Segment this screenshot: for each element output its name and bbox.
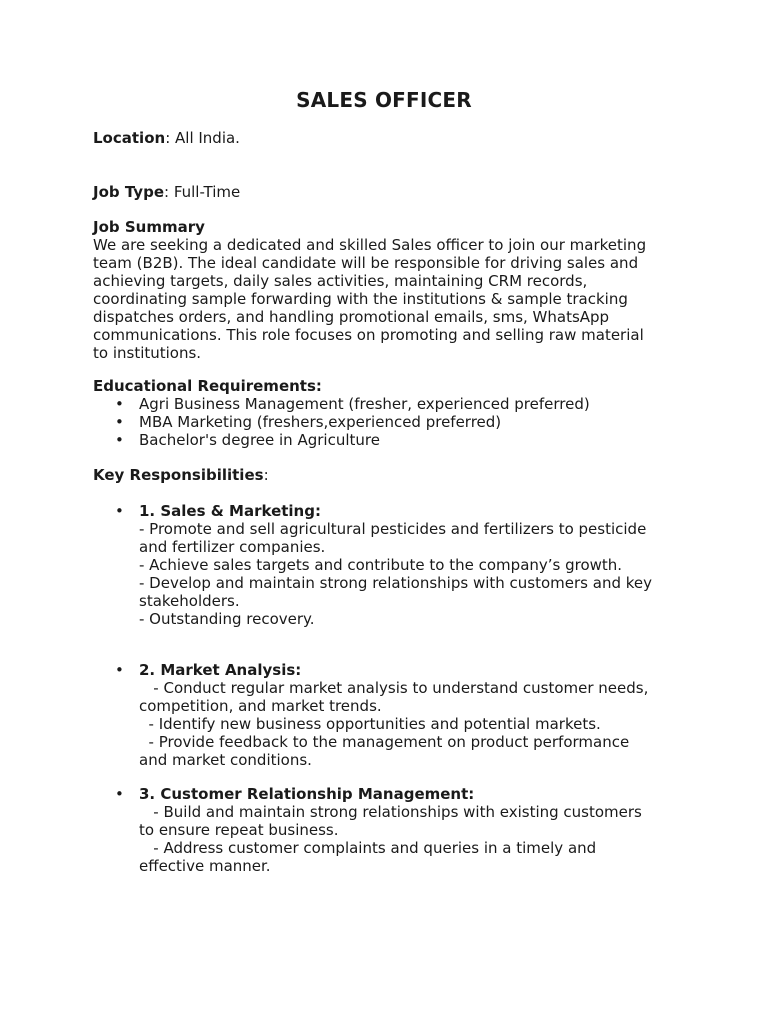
section-line-row (93, 751, 713, 769)
summary-line: We are seeking a dedicated and skilled Sales officer to join our marketing (93, 236, 647, 254)
section-line: and market conditions. (139, 751, 312, 769)
education-item: Agri Business Management (fresher, experienced preferred) (139, 395, 590, 413)
summary-line: coordinating sample forwarding with the institutions & sample tracking (93, 290, 628, 308)
section-line-row (93, 839, 713, 857)
section-line-row (93, 556, 713, 574)
section-line-row (93, 733, 713, 751)
responsibilities-heading (93, 466, 693, 484)
section-line: - Promote and sell agricultural pesticides and fertilizers to pesticide (139, 520, 647, 538)
bullet-icon: • (115, 413, 124, 431)
location-value: : All India. (165, 129, 240, 147)
job-type-value: : Full-Time (164, 183, 241, 201)
section-line: - Conduct regular market analysis to understand customer needs, (139, 679, 649, 697)
section-line: - Provide feedback to the management on product performance (139, 733, 630, 751)
list-item (93, 502, 713, 520)
location-label: Location (93, 129, 166, 147)
responsibility-section-market-analysis (93, 661, 713, 769)
summary-line: communications. This role focuses on promoting and selling raw material (93, 326, 644, 344)
section-title: 2. Market Analysis: (139, 661, 302, 679)
list-item (93, 431, 713, 449)
section-line-row (93, 803, 713, 821)
section-line: effective manner. (139, 857, 271, 875)
list-item (93, 395, 713, 413)
bullet-icon: • (115, 395, 124, 413)
section-line: - Build and maintain strong relationships with existing customers (139, 803, 642, 821)
section-title: 3. Customer Relationship Management: (139, 785, 475, 803)
responsibility-section-crm (93, 785, 713, 875)
section-line-row (93, 538, 713, 556)
responsibilities-heading-text: Key Responsibilities (93, 466, 264, 484)
section-line-row (93, 679, 713, 697)
section-line-row (93, 592, 713, 610)
section-line: - Outstanding recovery. (139, 610, 315, 628)
bullet-icon: • (115, 661, 124, 679)
section-line-row (93, 857, 713, 875)
list-item (93, 413, 713, 431)
section-line: - Develop and maintain strong relationships with customers and key (139, 574, 652, 592)
responsibilities-heading-colon: : (263, 466, 269, 484)
education-item: MBA Marketing (freshers,experienced preferred) (139, 413, 502, 431)
education-list (93, 395, 713, 449)
job-summary (93, 218, 693, 362)
section-line-row (93, 574, 713, 592)
job-summary-heading: Job Summary (93, 218, 205, 236)
job-type-label: Job Type (93, 183, 164, 201)
page-title: SALES OFFICER (296, 88, 472, 112)
section-line: to ensure repeat business. (139, 821, 339, 839)
list-item (93, 785, 713, 803)
section-line-row (93, 520, 713, 538)
list-item (93, 661, 713, 679)
education-item: Bachelor's degree in Agriculture (139, 431, 380, 449)
section-line: - Identify new business opportunities and potential markets. (139, 715, 601, 733)
section-line: and fertilizer companies. (139, 538, 326, 556)
section-line: - Address customer complaints and queries in a timely and (139, 839, 597, 857)
section-line-row (93, 697, 713, 715)
summary-line: to institutions. (93, 344, 202, 362)
section-line-row (93, 715, 713, 733)
summary-line: achieving targets, daily sales activities, maintaining CRM records, (93, 272, 588, 290)
job-type-line (93, 183, 693, 201)
section-line: - Achieve sales targets and contribute to the company’s growth. (139, 556, 623, 574)
section-line-row (93, 821, 713, 839)
education-heading (93, 377, 693, 395)
bullet-icon: • (115, 785, 124, 803)
summary-line: dispatches orders, and handling promotional emails, sms, WhatsApp (93, 308, 610, 326)
section-line: competition, and market trends. (139, 697, 382, 715)
bullet-icon: • (115, 431, 124, 449)
bullet-icon: • (115, 502, 124, 520)
section-title: 1. Sales & Marketing: (139, 502, 321, 520)
section-line: stakeholders. (139, 592, 240, 610)
location-line (93, 129, 693, 147)
summary-line: team (B2B). The ideal candidate will be responsible for driving sales and (93, 254, 639, 272)
responsibility-section-sales (93, 502, 713, 628)
section-line-row (93, 610, 713, 628)
education-heading-text: Educational Requirements: (93, 377, 322, 395)
